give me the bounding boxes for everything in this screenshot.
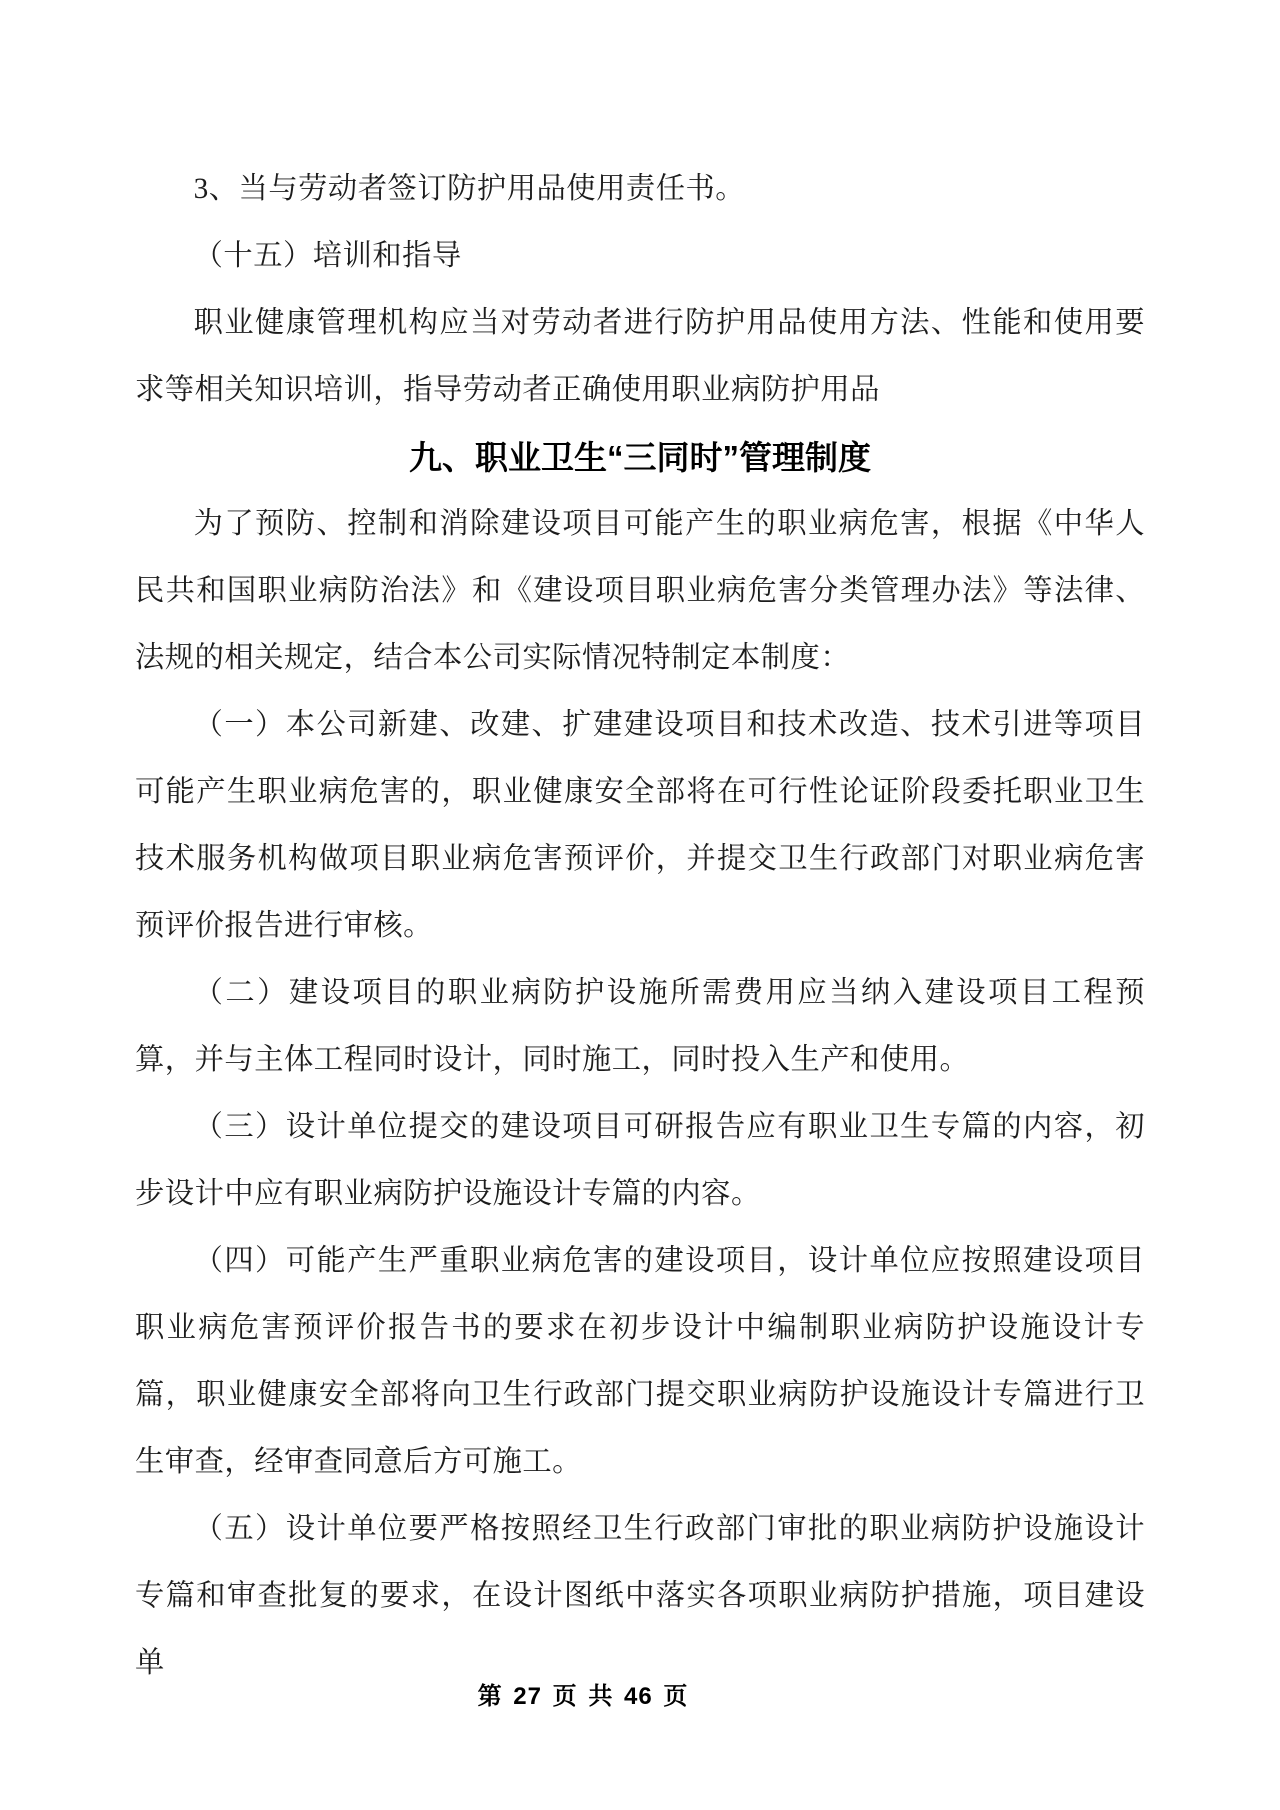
page-footer: [0, 1681, 1166, 1713]
paragraph: （一）本公司新建、改建、扩建建设项目和技术改造、技术引进等项目可能产生职业病危害的，职业健康安全部将在可行性论证阶段委托职业卫生技术服务机构做项目职业病危害预评价，并提交卫生行政部门对职业病危害预评价报告进行审核。: [135, 709, 1145, 942]
paragraph: （二）建设项目的职业病防护设施所需费用应当纳入建设项目工程预算，并与主体工程同时设计，同时施工，同时投入生产和使用。: [135, 977, 1145, 1076]
paragraph: 职业健康管理机构应当对劳动者进行防护用品使用方法、性能和使用要求等相关知识培训，指导劳动者正确使用职业病防护用品: [135, 307, 1145, 406]
paragraph: （三）设计单位提交的建设项目可研报告应有职业卫生专篇的内容，初步设计中应有职业病防护设施设计专篇的内容。: [135, 1111, 1145, 1210]
paragraph: （四）可能产生严重职业病危害的建设项目，设计单位应按照建设项目职业病危害预评价报告书的要求在初步设计中编制职业病防护设施设计专篇，职业健康安全部将向卫生行政部门提交职业病防护设施设计专篇进行卫生审查，经审查同意后方可施工。: [135, 1245, 1145, 1478]
page-number-label: 第 27 页 共 46 页: [477, 1683, 689, 1710]
paragraph: （十五）培训和指导: [193, 240, 462, 272]
paragraph: （五）设计单位要严格按照经卫生行政部门审批的职业病防护设施设计专篇和审查批复的要求，在设计图纸中落实各项职业病防护措施，项目建设单: [135, 1513, 1145, 1679]
document-body: [135, 156, 1145, 1697]
paragraph: 3、当与劳动者签订防护用品使用责任书。: [193, 173, 746, 205]
paragraph: 为了预防、控制和消除建设项目可能产生的职业病危害，根据《中华人民共和国职业病防治法》和《建设项目职业病危害分类管理办法》等法律、法规的相关规定，结合本公司实际情况特制定本制度：: [135, 508, 1145, 674]
section-heading: 九、职业卫生“三同时”管理制度: [409, 439, 871, 476]
